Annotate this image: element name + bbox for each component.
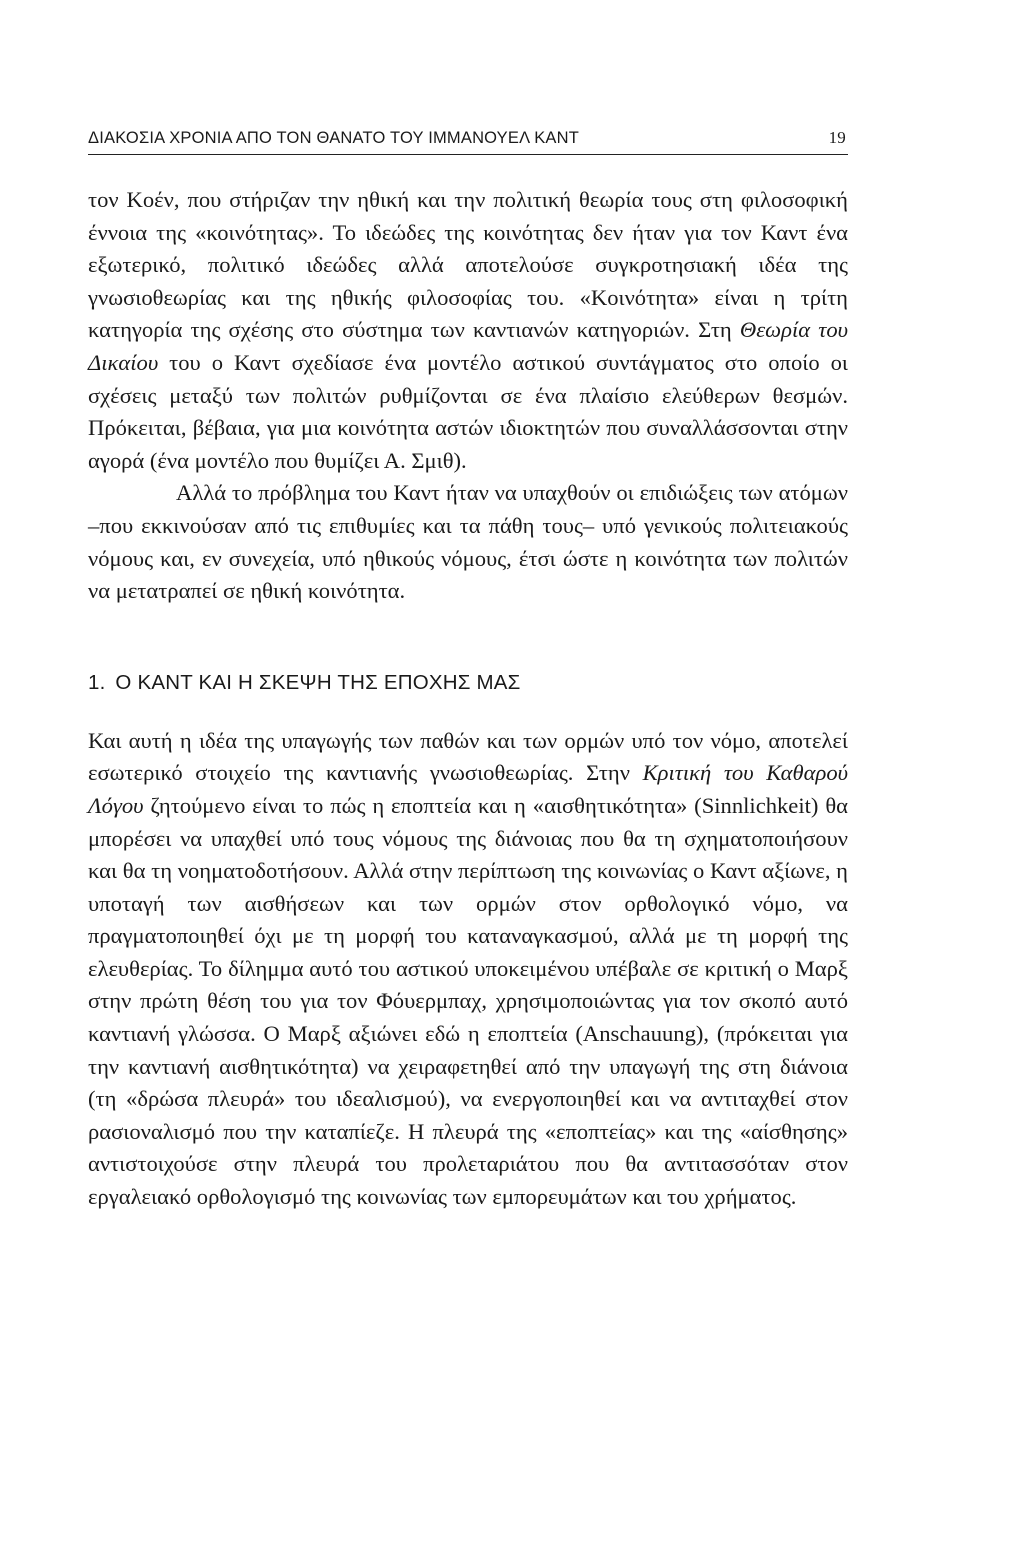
section-heading	[88, 671, 848, 695]
paragraph-text: ζητούμενο είναι το πώς η εποπτεία και η «αισθητικότητα» (Sinnlichkeit) θα μπορέσει να υπαχθεί υπό τους νόμους της διάνοιας που θα τη σχηματοποιήσουν και θα τη νοηματοδοτήσουν. Αλλά στην περίπτωση της κοινωνίας ο Καντ αξίωνε, η υποταγή των αισθήσεων και των ορμών στον ορθολογικό νόμο, να πραγματοποιηθεί όχι με τη μορφή του καταναγκασμού, αλλά με τη μορφή της ελευθερίας. Το δίλημμα αυτό του αστικού υποκειμένου υπέβαλε σε κριτική ο Μαρξ στην πρώτη θέση του για τον Φόυερμπαχ, χρησιμοποιώντας για τον σκοπό αυτό καντιανή γλώσσα. Ο Μαρξ αξιώνει εδώ η εποπτεία (Anschauung), (πρόκειται για την καντιανή αισθητικότητα) να χειραφετηθεί από την υπαγωγή της στη διάνοια (τη «δρώσα πλευρά» του ιδεαλισμού), να ενεργοποιηθεί και να αντιταχθεί στον ρασιοναλισμό που την καταπίεζε. Η πλευρά της «εποπτείας» και της «αίσθησης» αντιστοιχούσε στην πλευρά του προλεταριάτου που θα αντιτασσόταν στον εργαλειακό ορθολογισμό της κοινωνίας των εμπορευμάτων και του χρήματος.	[88, 792, 848, 1210]
paragraph-text: τον Κοέν, που στήριζαν την ηθική και την πολιτική θεωρία τους στη φιλοσοφική έννοια της «κοινότητας». Το ιδεώδες της κοινότητας δεν ήταν για τον Καντ ένα εξωτερικό, πολιτικό ιδεώδες αλλά αποτελούσε συγκροτησιακή ιδέα της γνωσιοθεωρίας και της ηθικής φιλοσοφίας του. «Κοινότητα» είναι η τρίτη κατηγορία της σχέσης στο σύστημα των καντιανών κατηγοριών. Στη	[88, 187, 848, 343]
book-title-italic: Θεωρία του Δικαίου	[88, 317, 848, 375]
book-title-italic: Κριτική του Καθαρού Λόγου	[88, 760, 848, 818]
page-number: 19	[828, 128, 846, 147]
paragraph: Αλλά το πρόβλημα του Καντ ήταν να υπαχθούν οι επιδιώξεις των ατόμων –που εκκινούσαν από τις επιθυμίες και τα πάθη τους– υπό γενικούς πολιτειακούς νόμους και, εν συνεχεία, υπό ηθικούς νόμους, έτσι ώστε η κοινότητα των πολιτών να μετατραπεί σε ηθική κοινότητα.	[88, 480, 848, 604]
book-page	[88, 128, 848, 1214]
paragraph-continuation	[88, 184, 848, 477]
paragraph	[88, 725, 848, 1214]
running-header	[88, 128, 848, 155]
paragraph-text: Και αυτή η ιδέα της υπαγωγής των παθών και των ορμών υπό τον νόμο, αποτελεί εσωτερικό στοιχείο της καντιανής γνωσιοθεωρίας. Στην	[88, 727, 848, 786]
section-number: 1.	[88, 670, 106, 694]
section-title: Ο ΚΑΝΤ ΚΑΙ Η ΣΚΕΨΗ ΤΗΣ ΕΠΟΧΗΣ ΜΑΣ	[115, 670, 521, 694]
paragraph-text: του ο Καντ σχεδίασε ένα μοντέλο αστικού συντάγματος στο οποίο οι σχέσεις μεταξύ των πολιτών ρυθμίζονται σε ένα πλαίσιο ελεύθερων θεσμών. Πρόκειται, βέβαια, για μια κοινότητα αστών ιδιοκτητών που συναλλάσσονται στην αγορά (ένα μοντέλο που θυμίζει Α. Σμιθ).	[88, 349, 848, 473]
running-title: ΔΙΑΚΟΣΙΑ ΧΡΟΝΙΑ ΑΠΟ ΤΟΝ ΘΑΝΑΤΟ ΤΟΥ ΙΜΜΑΝΟΥΕΛ ΚΑΝΤ	[88, 129, 579, 147]
